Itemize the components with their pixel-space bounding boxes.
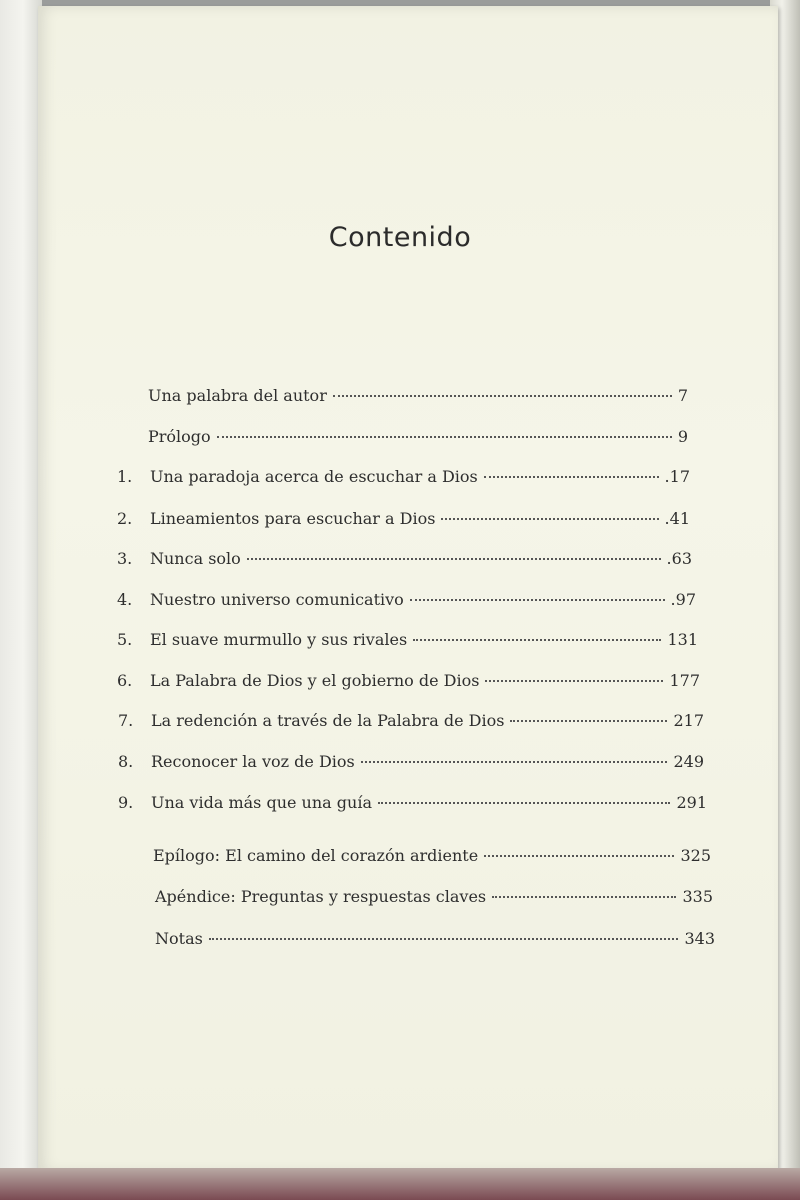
toc-entry-chapter-1 bbox=[117, 467, 690, 497]
toc-entry-page: 291 bbox=[676, 793, 707, 812]
toc-entry-page: .41 bbox=[664, 509, 690, 528]
toc-entry-page: .17 bbox=[664, 467, 690, 486]
toc-entry-label: Nunca solo bbox=[150, 549, 241, 568]
toc-entry-chapter-8 bbox=[118, 752, 704, 782]
toc-entry-number: 6. bbox=[117, 671, 133, 690]
toc-entry-chapter-7 bbox=[118, 711, 704, 741]
toc-entry-epilogue bbox=[153, 846, 711, 876]
toc-entry-label: Una palabra del autor bbox=[148, 386, 327, 405]
dot-leader bbox=[492, 896, 676, 898]
toc-entry-page: 217 bbox=[673, 711, 704, 730]
toc-entry-label: La redención a través de la Palabra de Dios bbox=[151, 711, 505, 730]
toc-entry-label: Reconocer la voz de Dios bbox=[151, 752, 355, 771]
toc-entry-chapter-6 bbox=[117, 671, 700, 701]
dot-leader bbox=[485, 680, 663, 682]
toc-entry-chapter-5 bbox=[117, 630, 698, 660]
toc-entry-page: .97 bbox=[670, 590, 696, 609]
toc-entry-chapter-4 bbox=[117, 590, 696, 620]
dot-leader bbox=[378, 802, 670, 804]
dot-leader bbox=[209, 938, 679, 940]
toc-entry-page: 177 bbox=[669, 671, 700, 690]
dot-leader bbox=[484, 476, 659, 478]
dot-leader bbox=[510, 720, 667, 722]
toc-entry-label: Notas bbox=[155, 929, 203, 948]
toc-entry-number: 9. bbox=[118, 793, 134, 812]
dot-leader bbox=[217, 436, 672, 438]
toc-entry-label: El suave murmullo y sus rivales bbox=[150, 630, 408, 649]
toc-entry-prologue bbox=[148, 427, 688, 457]
dot-leader bbox=[247, 558, 661, 560]
dot-leader bbox=[484, 855, 674, 857]
dot-leader bbox=[413, 639, 661, 641]
toc-entry-page: 131 bbox=[667, 630, 698, 649]
toc-entry-number: 5. bbox=[117, 630, 133, 649]
toc-entry-label: Lineamientos para escuchar a Dios bbox=[150, 509, 436, 528]
toc-entry-number: 1. bbox=[117, 467, 133, 486]
toc-entry-page: 9 bbox=[677, 427, 688, 446]
toc-entry-page: 343 bbox=[684, 929, 715, 948]
toc-entry-appendix bbox=[155, 887, 713, 917]
toc-entry-chapter-2 bbox=[117, 509, 690, 539]
toc-entry-page: 7 bbox=[677, 386, 688, 405]
toc-entry-notes bbox=[155, 929, 715, 959]
dot-leader bbox=[441, 518, 658, 520]
toc-entry-page: 325 bbox=[680, 846, 711, 865]
toc-entry-number: 3. bbox=[117, 549, 133, 568]
page-title: Contenido bbox=[328, 222, 472, 253]
toc-entry-chapter-9 bbox=[118, 793, 707, 823]
toc-entry-label: Prólogo bbox=[148, 427, 211, 446]
toc-entry-label: La Palabra de Dios y el gobierno de Dios bbox=[150, 671, 480, 690]
toc-entry-chapter-3 bbox=[117, 549, 692, 579]
toc-entry-number: 4. bbox=[117, 590, 133, 609]
toc-entry-label: Una vida más que una guía bbox=[151, 793, 372, 812]
toc-entry-number: 2. bbox=[117, 509, 133, 528]
toc-entry-page: .63 bbox=[666, 549, 692, 568]
toc-entry-label: Nuestro universo comunicativo bbox=[150, 590, 404, 609]
toc-entry-author-note bbox=[148, 386, 688, 416]
dot-leader bbox=[333, 395, 672, 397]
toc-entry-label: Apéndice: Preguntas y respuestas claves bbox=[155, 887, 487, 906]
toc-entry-number: 8. bbox=[118, 752, 134, 771]
toc-entry-label: Epílogo: El camino del corazón ardiente bbox=[153, 846, 479, 865]
toc-entry-page: 249 bbox=[673, 752, 704, 771]
toc-entry-page: 335 bbox=[682, 887, 713, 906]
dot-leader bbox=[410, 599, 665, 601]
toc-entry-number: 7. bbox=[118, 711, 134, 730]
dot-leader bbox=[361, 761, 668, 763]
toc-entry-label: Una paradoja acerca de escuchar a Dios bbox=[150, 467, 478, 486]
